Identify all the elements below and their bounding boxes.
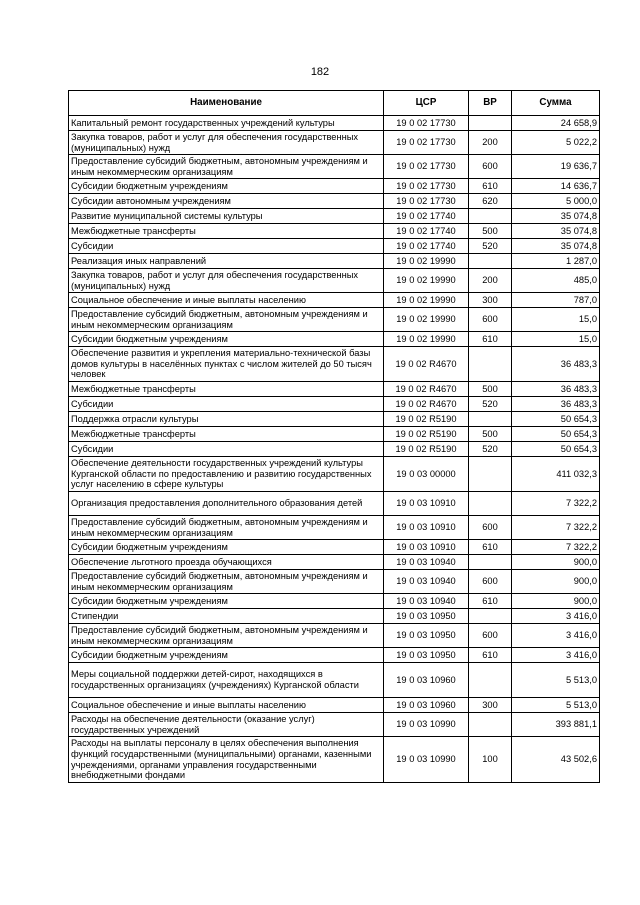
cell-csr: 19 0 03 10940 [384,555,469,570]
cell-name: Межбюджетные трансферты [69,427,384,442]
cell-name: Субсидии бюджетным учреждениям [69,648,384,663]
cell-csr: 19 0 03 10910 [384,540,469,555]
cell-vr [469,347,512,382]
cell-csr: 19 0 02 17740 [384,239,469,254]
cell-vr: 600 [469,624,512,648]
cell-name: Субсидии [69,442,384,457]
table-row [69,194,600,209]
cell-sum: 3 416,0 [512,648,600,663]
cell-vr: 500 [469,382,512,397]
cell-name: Стипендии [69,609,384,624]
cell-name: Межбюджетные трансферты [69,382,384,397]
cell-vr [469,609,512,624]
cell-name: Субсидии бюджетным учреждениям [69,332,384,347]
cell-csr: 19 0 02 R5190 [384,412,469,427]
cell-sum: 35 074,8 [512,239,600,254]
page-number: 182 [310,66,330,78]
cell-name: Организация предоставления дополнительного образования детей [69,492,384,516]
table-row [69,713,600,737]
cell-name: Субсидии автономным учреждениям [69,194,384,209]
cell-sum: 411 032,3 [512,457,600,492]
table-row [69,663,600,698]
table-row [69,209,600,224]
table-row [69,624,600,648]
cell-vr: 610 [469,648,512,663]
cell-name: Субсидии [69,397,384,412]
cell-csr: 19 0 02 17730 [384,116,469,131]
table-row [69,308,600,332]
cell-csr: 19 0 03 10940 [384,594,469,609]
cell-csr: 19 0 02 19990 [384,308,469,332]
cell-name: Социальное обеспечение и иные выплаты населению [69,293,384,308]
cell-csr: 19 0 03 10950 [384,609,469,624]
cell-vr [469,492,512,516]
cell-name: Развитие муниципальной системы культуры [69,209,384,224]
cell-sum: 5 513,0 [512,698,600,713]
cell-name: Субсидии [69,239,384,254]
table-header-row [69,91,600,116]
table-row [69,179,600,194]
cell-csr: 19 0 03 10910 [384,492,469,516]
cell-sum: 7 322,2 [512,516,600,540]
table-row [69,492,600,516]
cell-name: Поддержка отрасли культуры [69,412,384,427]
cell-vr: 500 [469,427,512,442]
cell-sum: 43 502,6 [512,737,600,783]
table-row [69,442,600,457]
cell-vr [469,412,512,427]
cell-name: Субсидии бюджетным учреждениям [69,594,384,609]
table-row [69,594,600,609]
cell-sum: 35 074,8 [512,209,600,224]
table-row [69,698,600,713]
cell-vr [469,457,512,492]
cell-sum: 36 483,3 [512,347,600,382]
cell-vr [469,713,512,737]
cell-csr: 19 0 02 19990 [384,293,469,308]
cell-csr: 19 0 03 10990 [384,713,469,737]
table-body [69,116,600,783]
cell-vr: 600 [469,155,512,179]
table-row [69,570,600,594]
table-row [69,332,600,347]
cell-sum: 35 074,8 [512,224,600,239]
cell-name: Предоставление субсидий бюджетным, автономным учреждениям и иным некоммерческим организациям [69,570,384,594]
cell-csr: 19 0 03 10940 [384,570,469,594]
table-row [69,412,600,427]
cell-vr: 520 [469,397,512,412]
cell-csr: 19 0 02 17740 [384,209,469,224]
cell-csr: 19 0 03 00000 [384,457,469,492]
cell-vr: 200 [469,131,512,155]
cell-vr [469,116,512,131]
cell-csr: 19 0 02 R5190 [384,442,469,457]
cell-name: Расходы на выплаты персоналу в целях обеспечения выполнения функций государственными (муниципальными) органами, казенными учреждениями, органами управления государственными внебюджетными фондами [69,737,384,783]
table-row [69,737,600,783]
cell-vr: 610 [469,179,512,194]
cell-vr: 520 [469,239,512,254]
cell-vr [469,209,512,224]
table-row [69,269,600,293]
cell-name: Предоставление субсидий бюджетным, автономным учреждениям и иным некоммерческим организациям [69,624,384,648]
cell-name: Обеспечение развития и укрепления материально-технической базы домов культуры в населённых пунктах с числом жителей до 50 тысяч человек [69,347,384,382]
table-row [69,540,600,555]
table-row [69,155,600,179]
cell-vr: 200 [469,269,512,293]
cell-sum: 5 022,2 [512,131,600,155]
cell-name: Субсидии бюджетным учреждениям [69,179,384,194]
cell-sum: 15,0 [512,308,600,332]
cell-sum: 7 322,2 [512,540,600,555]
table-row [69,293,600,308]
cell-sum: 7 322,2 [512,492,600,516]
cell-csr: 19 0 02 19990 [384,254,469,269]
cell-name: Обеспечение деятельности государственных учреждений культуры Курганской области по предоставлению и развитию государственных услуг населению в сфере культуры [69,457,384,492]
cell-sum: 5 000,0 [512,194,600,209]
cell-csr: 19 0 03 10950 [384,624,469,648]
cell-vr: 610 [469,594,512,609]
cell-sum: 36 483,3 [512,382,600,397]
cell-sum: 1 287,0 [512,254,600,269]
cell-name: Предоставление субсидий бюджетным, автономным учреждениям и иным некоммерческим организациям [69,516,384,540]
cell-vr: 620 [469,194,512,209]
cell-name: Предоставление субсидий бюджетным, автономным учреждениям и иным некоммерческим организациям [69,155,384,179]
cell-name: Меры социальной поддержки детей-сирот, находящихся в государственных организациях (учреждениях) Курганской области [69,663,384,698]
cell-sum: 900,0 [512,555,600,570]
cell-vr: 610 [469,540,512,555]
cell-name: Закупка товаров, работ и услуг для обеспечения государственных (муниципальных) нужд [69,269,384,293]
table-row [69,239,600,254]
cell-csr: 19 0 02 17740 [384,224,469,239]
cell-vr [469,254,512,269]
cell-csr: 19 0 02 17730 [384,155,469,179]
cell-vr [469,663,512,698]
cell-csr: 19 0 03 10910 [384,516,469,540]
cell-name: Закупка товаров, работ и услуг для обеспечения государственных (муниципальных) нужд [69,131,384,155]
cell-sum: 50 654,3 [512,412,600,427]
cell-csr: 19 0 02 R4670 [384,382,469,397]
cell-sum: 5 513,0 [512,663,600,698]
cell-csr: 19 0 03 10990 [384,737,469,783]
cell-sum: 900,0 [512,570,600,594]
cell-name: Субсидии бюджетным учреждениям [69,540,384,555]
cell-csr: 19 0 02 R4670 [384,347,469,382]
cell-sum: 15,0 [512,332,600,347]
cell-sum: 36 483,3 [512,397,600,412]
table-row [69,347,600,382]
cell-vr: 300 [469,293,512,308]
cell-vr: 520 [469,442,512,457]
cell-name: Межбюджетные трансферты [69,224,384,239]
cell-csr: 19 0 02 R4670 [384,397,469,412]
cell-csr: 19 0 02 17730 [384,131,469,155]
cell-name: Социальное обеспечение и иные выплаты населению [69,698,384,713]
cell-sum: 50 654,3 [512,427,600,442]
cell-name: Обеспечение льготного проезда обучающихся [69,555,384,570]
cell-vr: 610 [469,332,512,347]
header-name: Наименование [69,91,384,116]
table-row [69,254,600,269]
table-row [69,116,600,131]
cell-sum: 24 658,9 [512,116,600,131]
cell-name: Капитальный ремонт государственных учреждений культуры [69,116,384,131]
cell-csr: 19 0 02 R5190 [384,427,469,442]
table-row [69,224,600,239]
cell-vr: 100 [469,737,512,783]
header-sum: Сумма [512,91,600,116]
table-row [69,382,600,397]
table-row [69,457,600,492]
cell-vr: 500 [469,224,512,239]
table-row [69,555,600,570]
cell-vr: 600 [469,308,512,332]
header-csr: ЦСР [384,91,469,116]
cell-sum: 50 654,3 [512,442,600,457]
table-row [69,609,600,624]
cell-sum: 3 416,0 [512,624,600,648]
cell-sum: 393 881,1 [512,713,600,737]
table-row [69,516,600,540]
cell-csr: 19 0 02 17730 [384,194,469,209]
cell-csr: 19 0 02 19990 [384,269,469,293]
cell-sum: 19 636,7 [512,155,600,179]
cell-name: Реализация иных направлений [69,254,384,269]
cell-sum: 14 636,7 [512,179,600,194]
cell-csr: 19 0 02 19990 [384,332,469,347]
cell-csr: 19 0 03 10960 [384,663,469,698]
table-row [69,648,600,663]
header-vr: ВР [469,91,512,116]
cell-name: Расходы на обеспечение деятельности (оказание услуг) государственных учреждений [69,713,384,737]
cell-vr: 600 [469,570,512,594]
cell-vr [469,555,512,570]
cell-sum: 3 416,0 [512,609,600,624]
cell-csr: 19 0 03 10950 [384,648,469,663]
table-row [69,397,600,412]
cell-sum: 485,0 [512,269,600,293]
budget-table [68,90,600,783]
cell-csr: 19 0 03 10960 [384,698,469,713]
cell-name: Предоставление субсидий бюджетным, автономным учреждениям и иным некоммерческим организациям [69,308,384,332]
cell-csr: 19 0 02 17730 [384,179,469,194]
cell-vr: 600 [469,516,512,540]
cell-sum: 787,0 [512,293,600,308]
cell-sum: 900,0 [512,594,600,609]
table-row [69,131,600,155]
table-row [69,427,600,442]
cell-vr: 300 [469,698,512,713]
